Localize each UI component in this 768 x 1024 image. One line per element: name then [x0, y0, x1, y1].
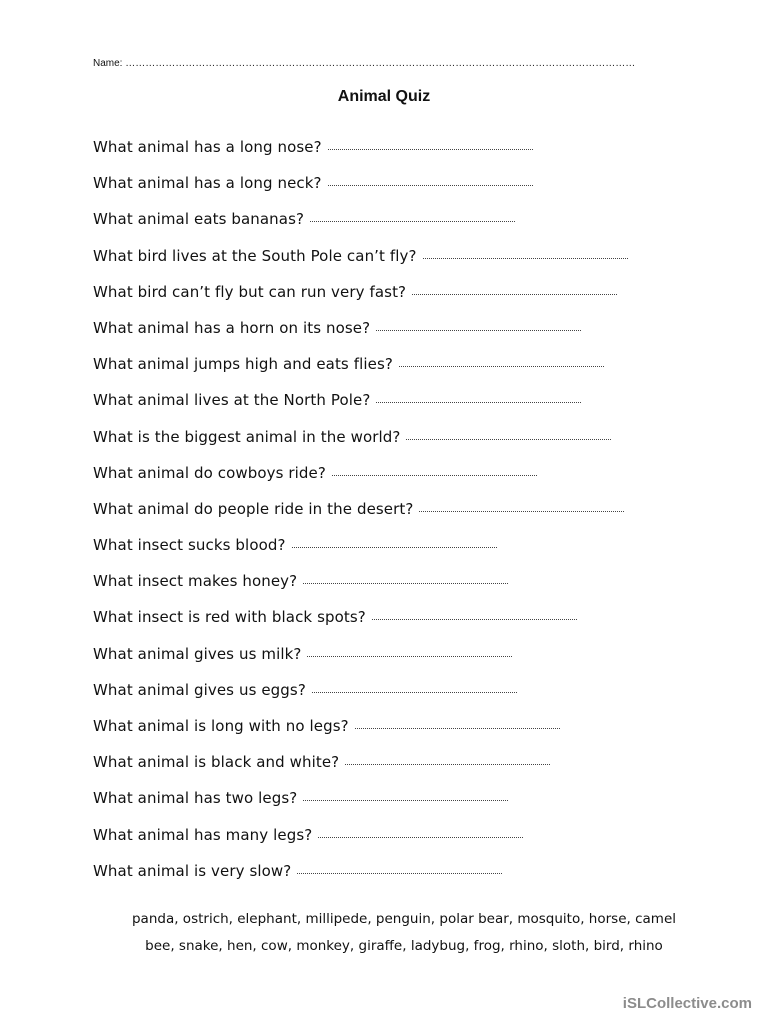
- question-text: What insect makes honey?: [93, 572, 298, 591]
- answer-field[interactable]: [399, 353, 604, 367]
- question-item: [93, 751, 733, 787]
- question-item: [93, 715, 733, 751]
- question-item: [93, 136, 733, 172]
- question-text: What animal has a long neck?: [93, 174, 322, 193]
- question-list: [93, 136, 733, 896]
- word-bank-line-1: panda, ostrich, elephant, millipede, penguin, polar bear, mosquito, horse, camel: [131, 911, 676, 927]
- answer-field[interactable]: [318, 824, 523, 838]
- answer-field[interactable]: [297, 860, 502, 874]
- answer-field[interactable]: [355, 715, 560, 729]
- question-item: [93, 462, 733, 498]
- answer-field[interactable]: [328, 172, 533, 186]
- question-item: [93, 281, 733, 317]
- question-item: [93, 643, 733, 679]
- question-text: What animal has two legs?: [93, 789, 298, 808]
- answer-field[interactable]: [376, 317, 581, 331]
- answer-field[interactable]: [303, 787, 508, 801]
- question-text: What insect sucks blood?: [93, 536, 286, 555]
- question-item: [93, 570, 733, 606]
- question-text: What insect is red with black spots?: [93, 608, 366, 627]
- answer-field[interactable]: [406, 426, 611, 440]
- answer-field[interactable]: [303, 570, 508, 584]
- question-item: [93, 679, 733, 715]
- answer-field[interactable]: [307, 643, 512, 657]
- question-text: What animal jumps high and eats flies?: [93, 355, 393, 374]
- question-text: What bird lives at the South Pole can’t fly?: [93, 246, 417, 265]
- question-text: What animal has a horn on its nose?: [93, 318, 371, 337]
- answer-field[interactable]: [292, 534, 497, 548]
- answer-field[interactable]: [372, 606, 577, 620]
- question-item: [93, 787, 733, 823]
- question-item: [93, 172, 733, 208]
- question-text: What animal has a long nose?: [93, 138, 322, 156]
- answer-field[interactable]: [310, 208, 515, 222]
- question-item: [93, 824, 733, 860]
- question-item: [93, 245, 733, 281]
- answer-field[interactable]: [345, 751, 550, 765]
- question-item: [93, 426, 733, 462]
- question-text: What animal has many legs?: [93, 825, 313, 844]
- answer-field[interactable]: [312, 679, 517, 693]
- question-text: What animal eats bananas?: [93, 210, 305, 229]
- question-item: [93, 317, 733, 353]
- question-item: [93, 606, 733, 642]
- answer-field[interactable]: [332, 462, 537, 476]
- question-text: What animal is very slow?: [93, 861, 292, 880]
- name-dots: ………………………………………………………………………………………………………………………………………: [125, 58, 636, 69]
- name-field[interactable]: [93, 58, 663, 69]
- question-item: [93, 389, 733, 425]
- question-item: [93, 534, 733, 570]
- word-bank-line-2: bee, snake, hen, cow, monkey, giraffe, ladybug, frog, rhino, sloth, bird, rhino: [145, 938, 663, 954]
- question-item: [93, 498, 733, 534]
- question-text: What bird can’t fly but can run very fast?: [93, 282, 407, 301]
- site-watermark: iSLCollective.com: [622, 995, 752, 1012]
- name-label: Name:: [93, 58, 126, 69]
- page-title: Animal Quiz: [337, 88, 431, 105]
- question-text: What animal lives at the North Pole?: [93, 391, 371, 410]
- answer-field[interactable]: [419, 498, 624, 512]
- question-item: [93, 353, 733, 389]
- answer-field[interactable]: [412, 281, 617, 295]
- question-text: What animal is black and white?: [93, 753, 340, 772]
- question-text: What animal gives us eggs?: [93, 680, 306, 699]
- word-bank: [0, 906, 768, 960]
- question-text: What animal gives us milk?: [93, 644, 302, 663]
- question-text: What animal do people ride in the desert?: [93, 499, 414, 518]
- question-item: [93, 208, 733, 244]
- answer-field[interactable]: [376, 389, 581, 403]
- question-text: What animal do cowboys ride?: [93, 463, 326, 482]
- answer-field[interactable]: [328, 136, 533, 150]
- answer-field[interactable]: [423, 245, 628, 259]
- question-text: What animal is long with no legs?: [93, 717, 349, 735]
- question-item: [93, 860, 733, 896]
- question-text: What is the biggest animal in the world?: [93, 427, 401, 446]
